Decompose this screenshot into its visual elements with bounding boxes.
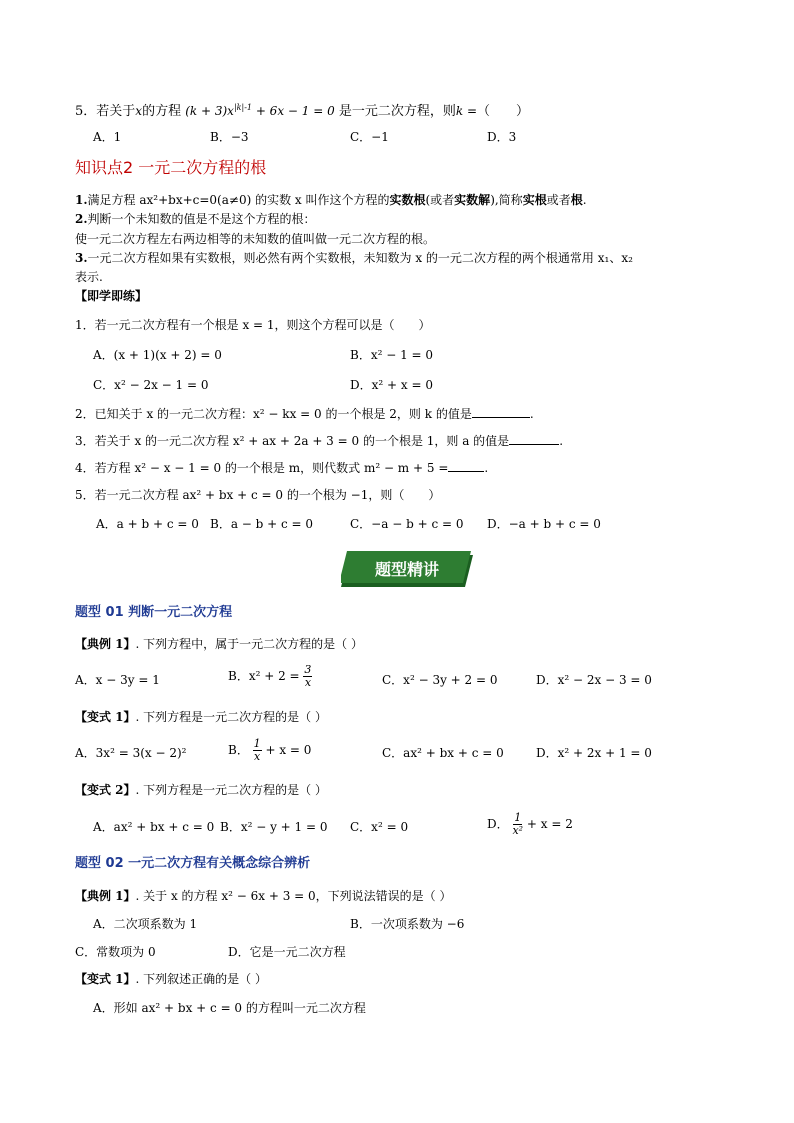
- answer-blank: [472, 417, 530, 418]
- practice-q5-option-c: C．−a − b + c = 0: [350, 517, 464, 531]
- type01-var2-option-b: B．x² − y + 1 = 0: [220, 820, 328, 834]
- practice-q1-option-d: D．x² + x = 0: [350, 378, 433, 392]
- type01-example-1: 【典例 1】. 下列方程中，属于一元二次方程的是（ ）: [75, 637, 363, 651]
- type01-var2-option-c: C．x² = 0: [350, 820, 409, 834]
- type-01-title: 题型 01 判断一元二次方程: [75, 605, 233, 620]
- fraction: $\frac{3}{x}$: [304, 663, 312, 689]
- type02-ex1-option-b: B．一次项系数为 −6: [350, 917, 465, 931]
- type01-var1-option-d: D．x² + 2x + 1 = 0: [536, 746, 652, 760]
- practice-q1-stem: 1．若一元二次方程有一个根是 x = 1，则这个方程可以是（ ）: [75, 318, 431, 332]
- practice-q2: 2．已知关于 x 的一元二次方程：x² − kx = 0 的一个根是 2，则 k 的值是 .: [75, 407, 534, 421]
- practice-label: 【即学即练】: [75, 289, 148, 303]
- type01-ex1-option-d: D．x² − 2x − 3 = 0: [536, 673, 652, 687]
- type01-variant-2: 【变式 2】. 下列方程是一元二次方程的是（ ）: [75, 783, 327, 797]
- practice-q5-option-d: D．−a + b + c = 0: [487, 517, 601, 531]
- practice-q1-option-c: C．x² − 2x − 1 = 0: [93, 378, 209, 392]
- knowledge-point-2: 2.判断一个未知数的值是不是这个方程的根：: [75, 212, 316, 226]
- practice-q1-option-b: B．x² − 1 = 0: [350, 348, 434, 362]
- type01-var2-option-d: D． $\frac{1}{\text{x²}}$ + x = 2: [487, 811, 573, 837]
- knowledge-point-3: 3.一元二次方程如果有实数根，则必然有两个实数根，未知数为 x 的一元二次方程的两个根通常用 x₁、x₂: [75, 251, 633, 265]
- type02-example-1: 【典例 1】. 关于 x 的方程 x² − 6x + 3 = 0，下列说法错误的是（ ）: [75, 889, 452, 903]
- type02-ex1-option-d: D．它是一元二次方程: [228, 945, 346, 959]
- q5-option-b: B．−3: [210, 130, 249, 144]
- equation: $(k + 3)x^{|k|-1} + 6x - 1 = 0$: [185, 103, 335, 118]
- practice-q5-option-b: B．a − b + c = 0: [210, 517, 314, 531]
- q5-option-a: A．1: [93, 130, 122, 144]
- type01-var1-option-c: C．ax² + bx + c = 0: [382, 746, 504, 760]
- type02-ex1-option-a: A．二次项系数为 1: [93, 917, 198, 931]
- practice-q3: 3．若关于 x 的一元二次方程 x² + ax + 2a + 3 = 0 的一个根是 1，则 a 的值是 .: [75, 434, 564, 448]
- answer-blank: [509, 444, 559, 445]
- type01-ex1-option-c: C．x² − 3y + 2 = 0: [382, 673, 498, 687]
- q5-option-d: D．3: [487, 130, 517, 144]
- type01-var1-option-a: A．3x² = 3(x − 2)²: [75, 746, 187, 760]
- type01-var2-option-a: A．ax² + bx + c = 0: [93, 820, 215, 834]
- practice-q1-option-a: A．(x + 1)(x + 2) = 0: [93, 348, 222, 362]
- practice-q4: 4．若方程 x² − x − 1 = 0 的一个根是 m，则代数式 m² − m + 5 = .: [75, 461, 489, 475]
- fraction: $\frac{1}{\text{x²}}$: [512, 811, 524, 837]
- knowledge-point-3-line2: 表示.: [75, 270, 103, 284]
- section-title: 知识点2 一元二次方程的根: [75, 158, 267, 177]
- knowledge-point-1: 1.满足方程 ax²+bx+c=0(a≠0) 的实数 x 叫作这个方程的实数根(或者实数解),简称实根或者根.: [75, 193, 587, 207]
- practice-q5-option-a: A．a + b + c = 0: [96, 517, 199, 531]
- banner-title: 题型精讲: [374, 559, 439, 579]
- practice-q5-stem: 5．若一元二次方程 ax² + bx + c = 0 的一个根为 −1，则（ ）: [75, 488, 441, 502]
- question-5-stem: 5．若关于x的方程 $(k + 3)x^{|k|-1} + 6x - 1 = 0$ 是一元二次方程，则k =（ ）: [75, 103, 530, 119]
- q5-option-c: C．−1: [350, 130, 389, 144]
- knowledge-point-2-line2: 使一元二次方程左右两边相等的未知数的值叫做一元二次方程的根。: [75, 232, 436, 246]
- type01-variant-1: 【变式 1】. 下列方程是一元二次方程的是（ ）: [75, 710, 327, 724]
- type01-ex1-option-a: A．x − 3y = 1: [75, 673, 160, 687]
- type01-ex1-option-b: B．x² + 2 = $\frac{3}{x}$: [228, 663, 312, 689]
- type02-ex1-option-c: C．常数项为 0: [75, 945, 156, 959]
- answer-blank: [448, 471, 484, 472]
- section-banner: [341, 551, 473, 587]
- type-02-title: 题型 02 一元二次方程有关概念综合辨析: [75, 856, 311, 871]
- type02-variant-1: 【变式 1】. 下列叙述正确的是（ ）: [75, 972, 267, 986]
- type01-var1-option-b: B． $\frac{1}{x}$ + x = 0: [228, 737, 312, 763]
- fraction: $\frac{1}{x}$: [253, 737, 261, 763]
- type02-var1-option-a: A．形如 ax² + bx + c = 0 的方程叫一元二次方程: [93, 1001, 366, 1015]
